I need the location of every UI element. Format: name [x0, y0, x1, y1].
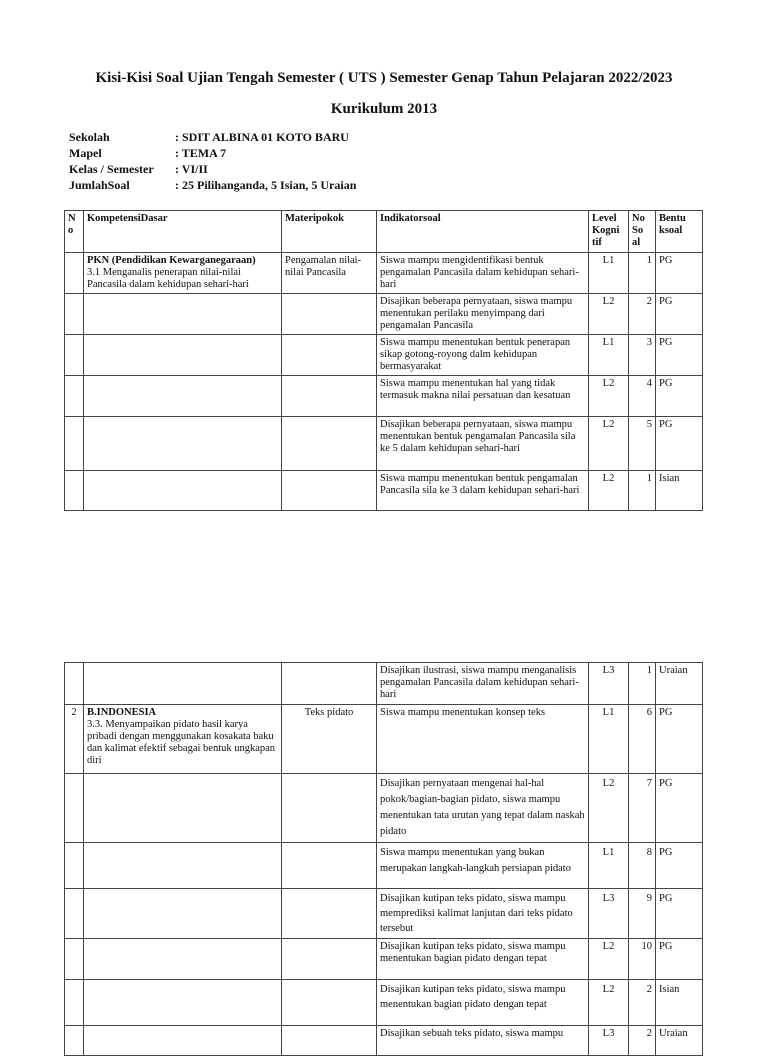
- document-title: Kisi-Kisi Soal Ujian Tengah Semester ( UTS ) Semester Genap Tahun Pelajaran 2022/2023: [95, 70, 673, 86]
- indikator-cell: Disajikan beberapa pernyataan, siswa mampu menentukan bentuk pengamalan Pancasila sila ke 5 dalam kehidupan sehari-hari: [377, 417, 589, 471]
- indikator-cell: Disajikan kutipan teks pidato, siswa mampu menentukan bagian pidato dengan tepat: [377, 939, 589, 980]
- level-cell: L1: [589, 253, 629, 294]
- level-cell: L2: [589, 980, 629, 1026]
- table-row: [65, 663, 703, 705]
- no-soal-cell: 8: [629, 843, 656, 889]
- bentuk-cell: PG: [656, 335, 703, 376]
- no-soal-cell: 4: [629, 376, 656, 417]
- bentuk-cell: Isian: [656, 471, 703, 511]
- header-no: N o: [65, 211, 84, 253]
- header-bentuk: Bentu ksoal: [656, 211, 703, 253]
- table-row: [65, 335, 703, 376]
- table-row: [65, 417, 703, 471]
- table-row: [65, 939, 703, 980]
- header-level: Level Kogni tif: [589, 211, 629, 253]
- meta-label: JumlahSoal: [69, 178, 130, 192]
- table-row: [65, 376, 703, 417]
- level-cell: L1: [589, 843, 629, 889]
- table-row: [65, 253, 703, 294]
- meta-label: Mapel: [69, 146, 102, 160]
- no-soal-cell: 1: [629, 253, 656, 294]
- table-header-row: [65, 211, 703, 253]
- indikator-cell: Siswa mampu menentukan bentuk penerapan sikap gotong-royong dalm kehidupan bermasyarakat: [377, 335, 589, 376]
- no-soal-cell: 9: [629, 889, 656, 939]
- table-row: [65, 471, 703, 511]
- no-soal-cell: 10: [629, 939, 656, 980]
- bentuk-cell: Uraian: [656, 1026, 703, 1056]
- kisi-table-2: [64, 662, 703, 1056]
- kd-cell: [84, 705, 282, 774]
- no-soal-cell: 3: [629, 335, 656, 376]
- meta-row-kelas: [69, 161, 356, 177]
- no-soal-cell: 1: [629, 663, 656, 705]
- no-soal-cell: 5: [629, 417, 656, 471]
- bentuk-cell: Isian: [656, 980, 703, 1026]
- level-cell: L3: [589, 889, 629, 939]
- indikator-cell: Disajikan ilustrasi, siswa mampu menganalisis pengamalan Pancasila dalam kehidupan sehari-hari: [377, 663, 589, 705]
- level-cell: L2: [589, 376, 629, 417]
- indikator-cell: Disajikan sebuah teks pidato, siswa mampu: [377, 1026, 589, 1056]
- bentuk-cell: PG: [656, 294, 703, 335]
- kd-title: PKN (Pendidikan Kewarganegaraan): [87, 255, 256, 266]
- level-cell: L1: [589, 335, 629, 376]
- meta-value: : TEMA 7: [175, 146, 227, 160]
- meta-value: : VI/II: [175, 162, 208, 176]
- header-materi: Materipokok: [282, 211, 377, 253]
- no-soal-cell: 2: [629, 294, 656, 335]
- table-row: [65, 294, 703, 335]
- bentuk-cell: PG: [656, 417, 703, 471]
- kd-text: 3.1 Menganalis penerapan nilai-nilai Pancasila dalam kehidupan sehari-hari: [87, 267, 249, 290]
- kd-cell: [84, 253, 282, 294]
- kd-text: 3.3. Menyampaikan pidato hasil karya pribadi dengan menggunakan kosakata baku dan kalimat efektif sebagai bentuk ungkapan diri: [87, 719, 276, 766]
- materi-cell: Pengamalan nilai-nilai Pancasila: [282, 253, 377, 294]
- level-cell: L3: [589, 1026, 629, 1056]
- bentuk-cell: PG: [656, 253, 703, 294]
- header-no-soal: No So al: [629, 211, 656, 253]
- indikator-cell: Siswa mampu menentukan hal yang tidak termasuk makna nilai persatuan dan kesatuan: [377, 376, 589, 417]
- bentuk-cell: PG: [656, 889, 703, 939]
- kisi-table-1: [64, 210, 703, 511]
- table-row: [65, 774, 703, 843]
- table-row: [65, 980, 703, 1026]
- bentuk-cell: PG: [656, 774, 703, 843]
- indikator-cell: Disajikan kutipan teks pidato, siswa mampu memprediksi kalimat lanjutan dari teks pidato tersebut: [377, 889, 589, 939]
- level-cell: L2: [589, 417, 629, 471]
- table-row: [65, 889, 703, 939]
- header-indikator: Indikatorsoal: [377, 211, 589, 253]
- section-number: 2: [65, 705, 84, 774]
- meta-row-sekolah: [69, 129, 356, 145]
- header-kompetensi: KompetensiDasar: [84, 211, 282, 253]
- indikator-cell: Siswa mampu menentukan bentuk pengamalan Pancasila sila ke 3 dalam kehidupan sehari-hari: [377, 471, 589, 511]
- meta-row-mapel: [69, 145, 356, 161]
- level-cell: L1: [589, 705, 629, 774]
- kd-title: B.INDONESIA: [87, 707, 157, 718]
- bentuk-cell: PG: [656, 939, 703, 980]
- bentuk-cell: PG: [656, 376, 703, 417]
- no-soal-cell: 6: [629, 705, 656, 774]
- level-cell: L2: [589, 774, 629, 843]
- table-row: [65, 1026, 703, 1056]
- no-soal-cell: 2: [629, 980, 656, 1026]
- bentuk-cell: PG: [656, 843, 703, 889]
- meta-value: : SDIT ALBINA 01 KOTO BARU: [175, 130, 349, 144]
- level-cell: L3: [589, 663, 629, 705]
- indikator-cell: Siswa mampu menentukan yang bukan merupakan langkah-langkah persiapan pidato: [377, 843, 589, 889]
- indikator-cell: Disajikan pernyataan mengenai hal-hal pokok/bagian-bagian pidato, siswa mampu menentukan tata urutan yang tepat dalam naskah pidato: [377, 774, 589, 843]
- level-cell: L2: [589, 294, 629, 335]
- indikator-cell: Siswa mampu menentukan konsep teks: [377, 705, 589, 774]
- table-row: [65, 705, 703, 774]
- meta-label: Sekolah: [69, 130, 110, 144]
- bentuk-cell: PG: [656, 705, 703, 774]
- document-subtitle: Kurikulum 2013: [330, 101, 438, 117]
- no-soal-cell: 7: [629, 774, 656, 843]
- materi-cell: Teks pidato: [282, 705, 377, 774]
- level-cell: L2: [589, 939, 629, 980]
- indikator-cell: Disajikan beberapa pernyataan, siswa mampu menentukan perilaku menyimpang dari pengamalan Pancasila: [377, 294, 589, 335]
- meta-label: Kelas / Semester: [69, 162, 154, 176]
- meta-row-jumlah: [69, 177, 356, 193]
- no-soal-cell: 2: [629, 1026, 656, 1056]
- meta-block: [69, 129, 356, 193]
- meta-value: : 25 Pilihanganda, 5 Isian, 5 Uraian: [175, 178, 357, 192]
- indikator-cell: Disajikan kutipan teks pidato, siswa mampu menentukan bagian pidato dengan tepat: [377, 980, 589, 1026]
- level-cell: L2: [589, 471, 629, 511]
- indikator-cell: Siswa mampu mengidentifikasi bentuk pengamalan Pancasila dalam kehidupan sehari-hari: [377, 253, 589, 294]
- table-row: [65, 843, 703, 889]
- bentuk-cell: Uraian: [656, 663, 703, 705]
- no-soal-cell: 1: [629, 471, 656, 511]
